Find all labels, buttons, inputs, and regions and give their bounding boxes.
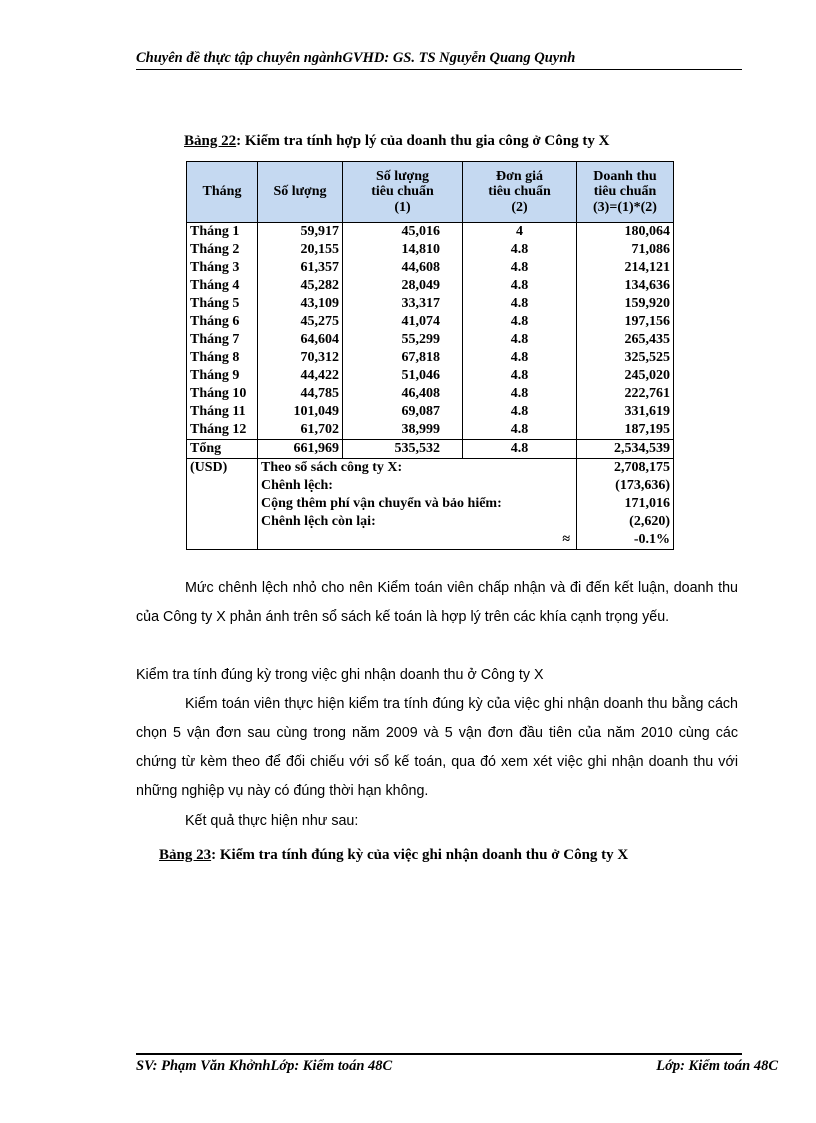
table-row: [187, 223, 674, 242]
summary-row-percent: [187, 531, 674, 550]
header-std-price: Đơn giá tiêu chuẩn (2): [463, 162, 577, 223]
quantity-cell: 61,357: [258, 259, 343, 277]
diff-value: (173,636): [577, 477, 674, 495]
std-quantity-cell: 41,074: [343, 313, 463, 331]
std-price-cell: 4.8: [463, 241, 577, 259]
unit-label: (USD): [187, 459, 258, 478]
std-quantity-cell: 38,999: [343, 421, 463, 440]
month-cell: Tháng 2: [187, 241, 258, 259]
header-std-quantity: Số lượng tiêu chuẩn (1): [343, 162, 463, 223]
table-row: [187, 403, 674, 421]
std-revenue-cell: 187,195: [577, 421, 674, 440]
empty-cell: [187, 531, 258, 550]
quantity-cell: 44,422: [258, 367, 343, 385]
summary-row-remaining: [187, 513, 674, 531]
std-revenue-cell: 180,064: [577, 223, 674, 242]
table-row: [187, 313, 674, 331]
summary-row-shipping: [187, 495, 674, 513]
std-price-cell: 4: [463, 223, 577, 242]
month-cell: Tổng: [187, 440, 258, 459]
remaining-label: Chênh lệch còn lại:: [258, 513, 577, 531]
quantity-cell: 45,275: [258, 313, 343, 331]
std-price-cell: 4.8: [463, 277, 577, 295]
table-row: [187, 295, 674, 313]
quantity-cell: 59,917: [258, 223, 343, 242]
std-price-cell: 4.8: [463, 349, 577, 367]
table-22-title: : Kiểm tra tính hợp lý của doanh thu gia công ở Công ty X: [236, 133, 610, 149]
quantity-cell: 61,702: [258, 421, 343, 440]
std-price-cell: 4.8: [463, 313, 577, 331]
empty-cell: [187, 513, 258, 531]
month-cell: Tháng 7: [187, 331, 258, 349]
summary-row-books: [187, 459, 674, 478]
table-22-caption: [184, 133, 609, 150]
footer-class: Lớp: Kiểm toán 48C: [656, 1058, 778, 1074]
std-revenue-cell: 134,636: [577, 277, 674, 295]
std-quantity-cell: 55,299: [343, 331, 463, 349]
std-revenue-cell: 159,920: [577, 295, 674, 313]
month-cell: Tháng 9: [187, 367, 258, 385]
table-23-label: Bảng 23: [159, 847, 212, 863]
month-cell: Tháng 8: [187, 349, 258, 367]
std-quantity-cell: 67,818: [343, 349, 463, 367]
quantity-cell: 20,155: [258, 241, 343, 259]
diff-label: Chênh lệch:: [258, 477, 577, 495]
table-row: [187, 259, 674, 277]
std-quantity-cell: 69,087: [343, 403, 463, 421]
quantity-cell: 45,282: [258, 277, 343, 295]
std-revenue-cell: 331,619: [577, 403, 674, 421]
std-revenue-cell: 222,761: [577, 385, 674, 403]
header-month: Tháng: [187, 162, 258, 223]
std-revenue-cell: 2,534,539: [577, 440, 674, 459]
header-quantity: Số lượng: [258, 162, 343, 223]
std-price-cell: 4.8: [463, 440, 577, 459]
month-cell: Tháng 4: [187, 277, 258, 295]
quantity-cell: 64,604: [258, 331, 343, 349]
paragraph-conclusion: Mức chênh lệch nhỏ cho nên Kiểm toán viên chấp nhận và đi đến kết luận, doanh thu của Công ty X phản ánh trên sổ sách kế toán là hợp lý trên các khía cạnh trọng yếu.: [136, 580, 738, 625]
month-cell: Tháng 10: [187, 385, 258, 403]
month-cell: Tháng 11: [187, 403, 258, 421]
remaining-value: (2,620): [577, 513, 674, 531]
quantity-cell: 101,049: [258, 403, 343, 421]
std-revenue-cell: 71,086: [577, 241, 674, 259]
percent-value: -0.1%: [577, 531, 674, 550]
table-summary: [187, 459, 674, 550]
table-row: [187, 331, 674, 349]
std-quantity-cell: 535,532: [343, 440, 463, 459]
month-cell: Tháng 12: [187, 421, 258, 440]
quantity-cell: 70,312: [258, 349, 343, 367]
std-quantity-cell: 45,016: [343, 223, 463, 242]
std-revenue-cell: 214,121: [577, 259, 674, 277]
std-price-cell: 4.8: [463, 259, 577, 277]
std-price-cell: 4.8: [463, 367, 577, 385]
table-22-label: Bảng 22: [184, 133, 237, 149]
std-revenue-cell: 265,435: [577, 331, 674, 349]
table-23-caption: [159, 847, 628, 864]
books-label: Theo sổ sách công ty X:: [258, 459, 577, 478]
month-cell: Tháng 3: [187, 259, 258, 277]
table-row: [187, 421, 674, 440]
table-header-row: [187, 162, 674, 223]
empty-cell: [187, 495, 258, 513]
std-price-cell: 4.8: [463, 295, 577, 313]
header-std-revenue: Doanh thu tiêu chuẩn (3)=(1)*(2): [577, 162, 674, 223]
page-header: Chuyên đề thực tập chuyên ngànhGVHD: GS. TS Nguyễn Quang Quynh: [136, 50, 576, 66]
std-quantity-cell: 51,046: [343, 367, 463, 385]
paragraph-results-intro: Kết quả thực hiện như sau:: [185, 813, 359, 829]
empty-cell: [187, 477, 258, 495]
std-quantity-cell: 44,608: [343, 259, 463, 277]
shipping-label: Cộng thêm phí vận chuyển và bảo hiểm:: [258, 495, 577, 513]
table-row: [187, 241, 674, 259]
quantity-cell: 44,785: [258, 385, 343, 403]
std-revenue-cell: 325,525: [577, 349, 674, 367]
header-rule: [136, 69, 742, 70]
footer-rule: [136, 1053, 742, 1055]
paragraph-subheading: Kiểm tra tính đúng kỳ trong việc ghi nhận doanh thu ở Công ty X: [136, 667, 544, 683]
month-cell: Tháng 6: [187, 313, 258, 331]
month-cell: Tháng 1: [187, 223, 258, 242]
table-row: [187, 367, 674, 385]
revenue-table: [186, 161, 674, 550]
footer-student: SV: Phạm Văn KhởnhLớp: Kiểm toán 48C: [136, 1058, 393, 1074]
std-price-cell: 4.8: [463, 403, 577, 421]
quantity-cell: 43,109: [258, 295, 343, 313]
paragraph-cutoff-test: Kiểm toán viên thực hiện kiểm tra tính đúng kỳ của việc ghi nhận doanh thu bằng cách chọn 5 vận đơn sau cùng trong năm 2009 và 5 vận đơn đầu tiên của năm 2010 cùng các chứng từ kèm theo để đối chiếu với sổ kế toán, qua đó xem xét việc ghi nhận doanh thu với những nghiệp vụ này có đúng thời hạn không.: [136, 696, 738, 799]
std-quantity-cell: 33,317: [343, 295, 463, 313]
table-row: [187, 385, 674, 403]
quantity-cell: 661,969: [258, 440, 343, 459]
shipping-value: 171,016: [577, 495, 674, 513]
summary-row-diff: [187, 477, 674, 495]
std-quantity-cell: 14,810: [343, 241, 463, 259]
std-revenue-cell: 245,020: [577, 367, 674, 385]
std-price-cell: 4.8: [463, 421, 577, 440]
table-23-title: : Kiểm tra tính đúng kỳ của việc ghi nhận doanh thu ở Công ty X: [211, 847, 629, 863]
std-revenue-cell: 197,156: [577, 313, 674, 331]
approx-symbol: ≈: [258, 531, 577, 550]
table-row: [187, 349, 674, 367]
std-price-cell: 4.8: [463, 385, 577, 403]
std-quantity-cell: 46,408: [343, 385, 463, 403]
std-price-cell: 4.8: [463, 331, 577, 349]
total-row: [187, 440, 674, 459]
table-row: [187, 277, 674, 295]
std-quantity-cell: 28,049: [343, 277, 463, 295]
month-cell: Tháng 5: [187, 295, 258, 313]
table-body: [187, 223, 674, 459]
books-value: 2,708,175: [577, 459, 674, 478]
